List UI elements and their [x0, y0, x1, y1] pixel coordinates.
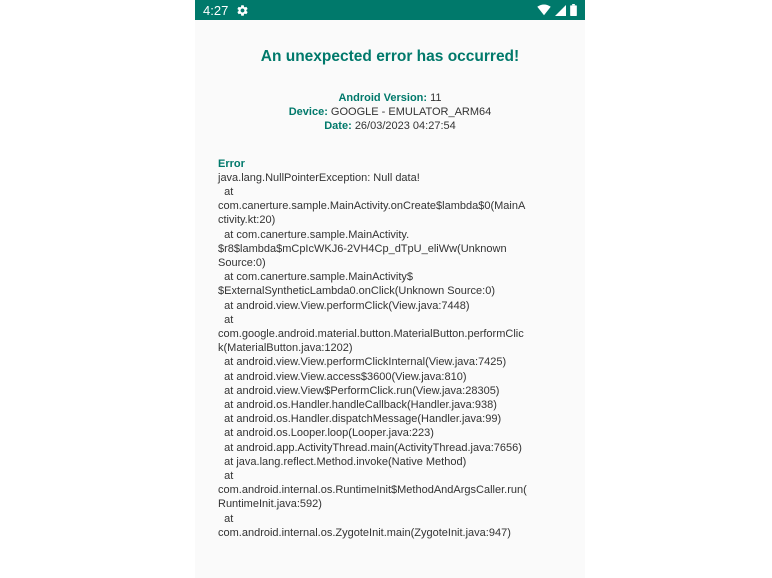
error-content: [195, 47, 585, 540]
android-version-value: 11: [430, 92, 442, 104]
status-bar: [195, 0, 585, 20]
device-label: Device:: [288, 106, 328, 119]
status-bar-left: [203, 3, 249, 18]
page-title: An unexpected error has occurred!: [260, 48, 520, 65]
status-time: 4:27: [203, 2, 229, 18]
stack-trace: [218, 171, 562, 540]
android-version-label: Android Version:: [338, 92, 428, 104]
date-label: Date:: [324, 120, 352, 133]
date-value: 26/03/2023 04:27:54: [354, 120, 456, 133]
stack-trace-line: com.android.internal.os.ZygoteInit.main(ZygoteInit.java:947): [218, 526, 511, 539]
battery-icon: [570, 4, 577, 16]
wifi-icon: [537, 4, 551, 16]
stack-trace-line: at com.canerture.sample.MainActivity.: [218, 228, 410, 241]
stack-trace-line: at android.view.View$PerformClick.run(View.java:28305): [218, 384, 500, 397]
stack-trace-line: at java.lang.reflect.Method.invoke(Native Method): [218, 455, 467, 468]
stack-trace-line: $ExternalSyntheticLambda0.onClick(Unknown Source:0): [218, 285, 495, 298]
stack-trace-line: at android.os.Handler.handleCallback(Handler.java:938): [218, 399, 497, 412]
stack-trace-line: at android.os.Handler.dispatchMessage(Handler.java:99): [218, 413, 502, 426]
stack-trace-line: com.google.android.material.button.MaterialButton.performClic: [218, 328, 524, 341]
stack-trace-line: at android.app.ActivityThread.main(ActivityThread.java:7656): [218, 441, 522, 454]
cell-signal-icon: [555, 5, 566, 16]
stack-trace-line: at android.view.View.access$3600(View.java:810): [218, 370, 467, 383]
stack-trace-line: java.lang.NullPointerException: Null data!: [218, 171, 420, 184]
stack-trace-line: at: [218, 470, 234, 483]
stack-trace-line: $r8$lambda$mCpIcWKJ6-2VH4Cp_dTpU_eliWw(Unknown: [218, 242, 507, 255]
stack-trace-line: at android.view.View.performClickInternal(View.java:7425): [218, 356, 507, 369]
stack-trace-line: at: [218, 512, 234, 525]
device-row: [218, 105, 562, 119]
stack-trace-line: RuntimeInit.java:592): [218, 498, 322, 511]
app-screen: [195, 0, 585, 578]
stack-trace-line: ctivity.kt:20): [218, 214, 276, 227]
stack-trace-line: com.canerture.sample.MainActivity.onCreate$lambda$0(MainA: [218, 200, 526, 213]
device-value: GOOGLE - EMULATOR_ARM64: [330, 106, 492, 119]
settings-gear-icon: [236, 4, 249, 17]
stack-trace-line: at android.os.Looper.loop(Looper.java:223): [218, 427, 434, 440]
stack-trace-line: at: [218, 186, 234, 199]
error-label: Error: [218, 157, 245, 170]
stack-trace-line: at com.canerture.sample.MainActivity$: [218, 271, 414, 284]
status-bar-right: [537, 4, 577, 16]
stack-trace-line: at android.view.View.performClick(View.java:7448): [218, 299, 470, 312]
device-info: [218, 91, 562, 134]
android-version-row: [218, 91, 562, 105]
stack-trace-line: Source:0): [218, 257, 266, 270]
stack-trace-line: at: [218, 313, 234, 326]
stack-trace-line: k(MaterialButton.java:1202): [218, 342, 353, 355]
stack-trace-line: com.android.internal.os.RuntimeInit$MethodAndArgsCaller.run(: [218, 484, 527, 497]
date-row: [218, 119, 562, 133]
